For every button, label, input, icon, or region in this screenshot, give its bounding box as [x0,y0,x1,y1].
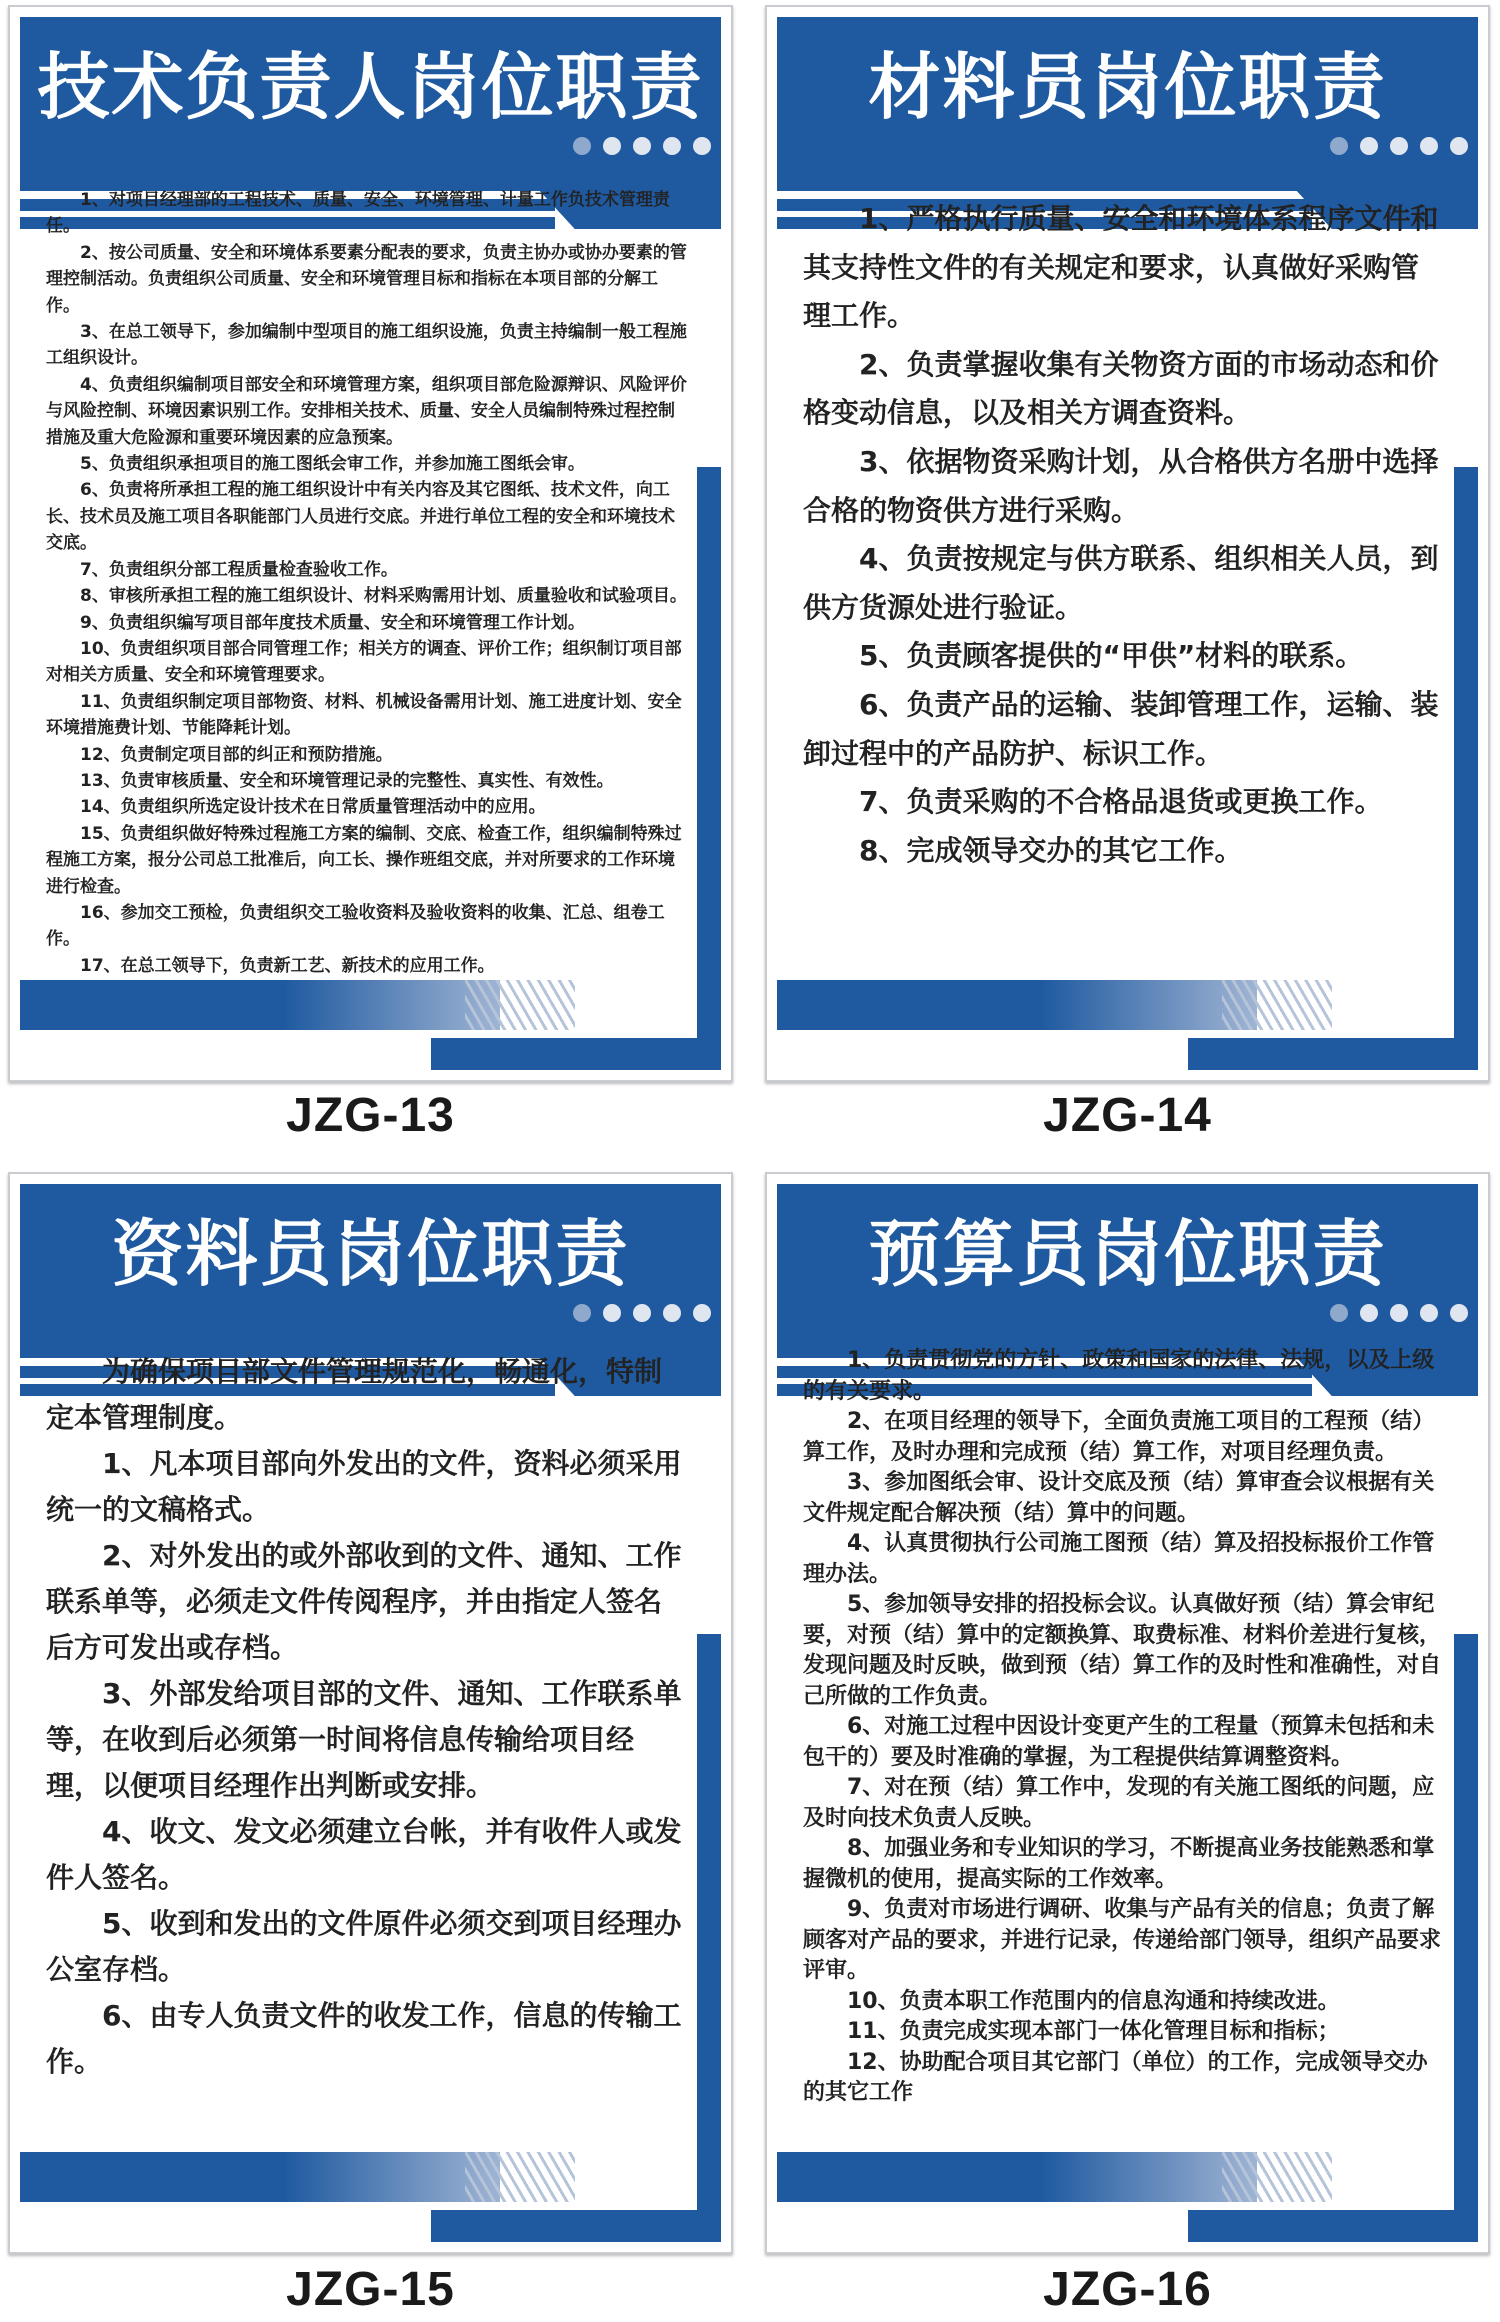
duty-item: 7、负责采购的不合格品退货或更换工作。 [859,785,1383,819]
dots-decoration-icon [573,1304,711,1322]
duty-item: 15、负责组织做好特殊过程施工方案的编制、交底、检查工作，组织编制特殊过程施工方案，报分公司总工批准后，向工长、操作班组交底，并对所要求的工作环境进行检查。 [46,823,682,897]
duty-item: 4、认真贯彻执行公司施工图预（结）算及招投标报价工作管理办法。 [803,1531,1435,1587]
duty-item: 7、对在预（结）算工作中，发现的有关施工图纸的问题，应及时向技术负责人反映。 [803,1775,1435,1831]
duty-item: 2、负责掌握收集有关物资方面的市场动态和价格变动信息，以及相关方调查资料。 [803,347,1439,430]
hatch-decoration [465,980,575,1030]
duty-sign-panel [765,1172,1490,2254]
bottom-band-decoration [20,2152,500,2202]
duty-item: 11、负责组织制定项目部物资、材料、机械设备需用计划、施工进度计划、安全环境措施费计划、节能降耗计划。 [46,691,682,739]
duty-item: 7、负责组织分部工程质量检查验收工作。 [80,559,398,580]
duty-item: 8、审核所承担工程的施工组织设计、材料采购需用计划、质量验收和试验项目。 [80,586,687,607]
duty-item: 10、负责本职工作范围内的信息沟通和持续改进。 [847,1988,1340,2014]
duty-item: 12、协助配合项目其它部门（单位）的工作，完成领导交办的其它工作 [803,2049,1428,2105]
duty-item: 4、收文、发文必须建立台帐，并有收件人或发件人签名。 [46,1815,682,1894]
duty-item: 6、负责产品的运输、装卸管理工作，运输、装卸过程中的产品防护、标识工作。 [803,687,1439,770]
dots-decoration-icon [573,137,711,155]
bottom-band-decoration [777,980,1257,1030]
duty-item: 1、凡本项目部向外发出的文件，资料必须采用统一的文稿格式。 [46,1447,682,1526]
corner-block-decoration [431,2210,721,2242]
duty-item: 1、负责贯彻党的方针、政策和国家的法律、法规，以及上级的有关要求。 [803,1348,1435,1404]
duty-item: 8、加强业务和专业知识的学习，不断提高业务技能熟悉和掌握微机的使用，提高实际的工作效率。 [803,1836,1435,1892]
duty-item: 5、参加领导安排的招投标会议。认真做好预（结）算会审纪要，对预（结）算中的定额换算、取费标准、材料价差进行复核，发现问题及时反映，做到预（结）算工作的及时性和准确性，对自己所做的工作负责。 [803,1592,1442,1709]
duty-list [46,1349,687,2085]
bottom-band-decoration [777,2152,1257,2202]
duty-item: 5、负责顾客提供的“甲供”材料的联系。 [859,639,1364,673]
duty-item: 2、对外发出的或外部收到的文件、通知、工作联系单等，必须走文件传阅程序，并由指定人签名后方可发出或存档。 [46,1539,682,1664]
duty-item: 1、对项目经理部的工程技术、质量、安全、环境管理、计量工作负技术管理责任。 [46,190,670,237]
duty-item: 3、在总工领导下，参加编制中型项目的施工组织设施，负责主持编制一般工程施工组织设计。 [46,322,687,369]
hatch-decoration [1222,2152,1332,2202]
dots-decoration-icon [1330,1304,1468,1322]
hatch-decoration [1222,980,1332,1030]
product-code-label: JZG-16 [1043,2263,1212,2316]
hatch-decoration [465,2152,575,2202]
corner-block-decoration [1188,2210,1478,2242]
duty-sign-panel [8,1172,733,2254]
duty-item: 9、负责组织编写项目部年度技术质量、安全和环境管理工作计划。 [80,612,585,633]
dots-decoration-icon [1330,137,1468,155]
duty-item: 12、负责制定项目部的纠正和预防措施。 [80,744,393,765]
duty-sign-panel [8,5,733,1082]
corner-block-decoration [431,1038,721,1070]
product-code-label: JZG-13 [286,1089,455,1142]
duty-item: 3、依据物资采购计划，从合格供方名册中选择合格的物资供方进行采购。 [803,444,1439,527]
duty-item: 9、负责对市场进行调研、收集与产品有关的信息；负责了解顾客对产品的要求，并进行记录，传递给部门领导，组织产品要求评审。 [803,1897,1442,1983]
sign-title: 材料员岗位职责 [868,45,1387,129]
duty-item: 3、参加图纸会审、设计交底及预（结）算审查会议根据有关文件规定配合解决预（结）算中的问题。 [803,1470,1435,1526]
duty-item: 5、收到和发出的文件原件必须交到项目经理办公室存档。 [46,1907,682,1986]
side-bar-decoration [697,467,721,1070]
duty-item: 6、由专人负责文件的收发工作，信息的传输工作。 [46,1999,682,2078]
duty-item: 6、对施工过程中因设计变更产生的工程量（预算未包括和未包干的）要及时准确的掌握，为工程提供结算调整资料。 [803,1714,1435,1770]
duty-item: 16、参加交工预检，负责组织交工验收资料及验收资料的收集、汇总、组卷工作。 [46,902,665,950]
bottom-band-decoration [20,980,500,1030]
duty-list [803,195,1444,875]
duty-item: 17、在总工领导下，负责新工艺、新技术的应用工作。 [80,955,495,976]
duty-item: 3、外部发给项目部的文件、通知、工作联系单等，在收到后必须第一时间将信息传输给项目经理，以便项目经理作出判断或安排。 [46,1677,682,1802]
duty-item: 5、负责组织承担项目的施工图纸会审工作，并参加施工图纸会审。 [80,454,585,475]
sign-title: 技术负责人岗位职责 [37,45,704,129]
duty-item: 4、负责组织编制项目部安全和环境管理方案，组织项目部危险源辩识、风险评价与风险控制、环境因素识别工作。安排相关技术、质量、安全人员编制特殊过程控制措施及重大危险源和重要环境因素的应急预案。 [46,374,687,448]
product-code-label: JZG-15 [286,2263,455,2316]
side-bar-decoration [697,1634,721,2242]
duty-item: 2、按公司质量、安全和环境体系要素分配表的要求，负责主协办或协办要素的管理控制活动。负责组织公司质量、安全和环境管理目标和指标在本项目部的分解工作。 [46,242,687,316]
duty-list [803,1346,1444,2109]
duty-list [46,187,687,979]
duty-item: 8、完成领导交办的其它工作。 [859,833,1243,867]
side-bar-decoration [1454,467,1478,1070]
sign-title: 资料员岗位职责 [111,1212,630,1296]
duty-item: 1、严格执行质量、安全和环境体系程序文件和其支持性文件的有关规定和要求，认真做好采购管理工作。 [803,202,1439,333]
duty-item: 13、负责审核质量、安全和环境管理记录的完整性、真实性、有效性。 [80,770,614,791]
sign-title: 预算员岗位职责 [868,1212,1387,1296]
duty-item: 4、负责按规定与供方联系、组织相关人员，到供方货源处进行验证。 [803,542,1439,624]
duty-item: 11、负责完成实现本部门一体化管理目标和指标； [847,2019,1340,2044]
product-code-label: JZG-14 [1043,1089,1212,1142]
duty-item: 为确保项目部文件管理规范化，畅通化，特制定本管理制度。 [46,1355,663,1434]
corner-block-decoration [1188,1038,1478,1070]
duty-item: 10、负责组织项目部合同管理工作；相关方的调查、评价工作；组织制订项目部对相关方质量、安全和环境管理要求。 [46,638,682,686]
side-bar-decoration [1454,1634,1478,2242]
duty-item: 14、负责组织所选定设计技术在日常质量管理活动中的应用。 [80,797,546,818]
duty-item: 6、负责将所承担工程的施工组织设计中有关内容及其它图纸、技术文件，向工长、技术员及施工项目各职能部门人员进行交底。并进行单位工程的安全和环境技术交底。 [46,480,675,554]
duty-sign-panel [765,5,1490,1082]
duty-item: 2、在项目经理的领导下，全面负责施工项目的工程预（结）算工作，及时办理和完成预（结）算工作，对项目经理负责。 [803,1409,1435,1465]
